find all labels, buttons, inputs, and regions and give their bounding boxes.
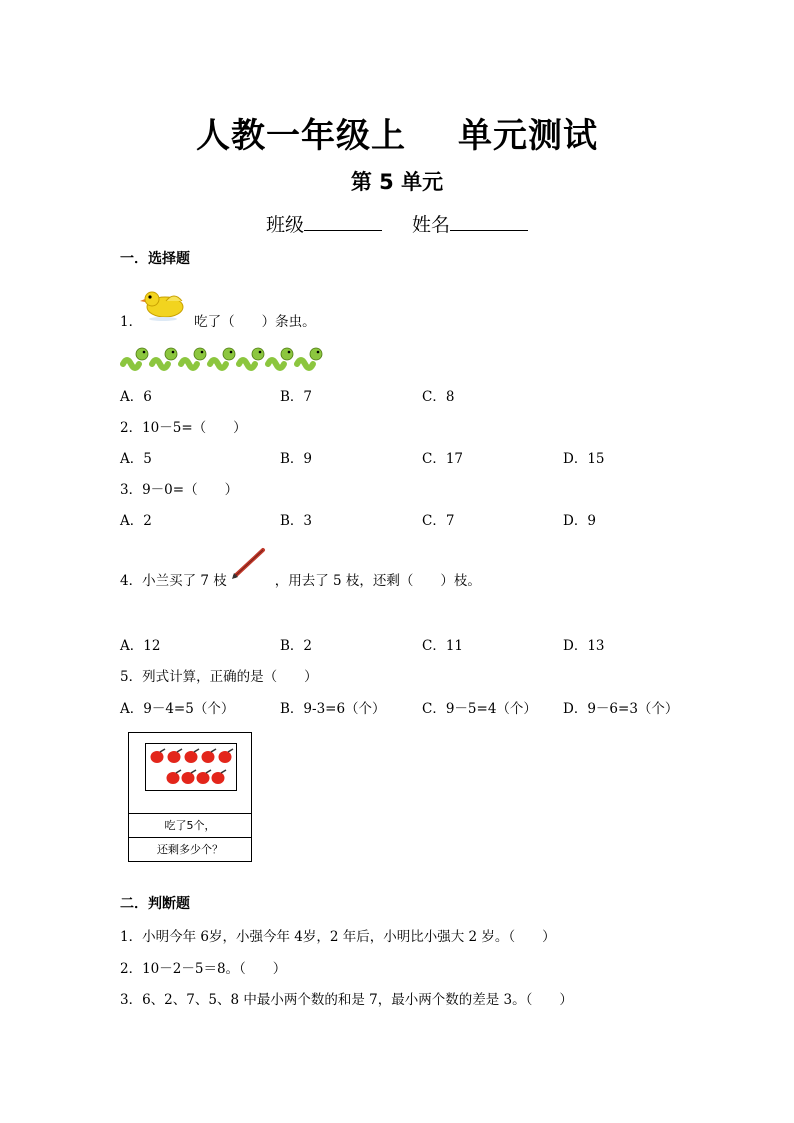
q2-option-c[interactable]: C．17: [422, 451, 464, 467]
title-right: 单元测试: [458, 116, 598, 156]
judge-item-3: 3．6、2、7、5、8 中最小两个数的和是 7，最小两个数的差是 3。（ ）: [120, 992, 573, 1008]
worm-icon: [297, 348, 322, 368]
judge-item-2: 2．10－2－5＝8。（ ）: [120, 961, 287, 977]
name-label: 姓名: [412, 214, 451, 236]
q5-option-d[interactable]: D．9－6=3（个）: [563, 701, 679, 717]
bird-icon: [140, 287, 186, 323]
question-5: 5．列式计算，正确的是（ ）: [120, 669, 318, 685]
q1-option-b[interactable]: B．7: [280, 389, 313, 405]
q3-option-d[interactable]: D．9: [563, 513, 596, 529]
q3-option-a[interactable]: A．2: [120, 513, 152, 529]
fruit-icon: [202, 749, 217, 763]
name-blank[interactable]: [450, 212, 528, 231]
q1-text: 吃了（ ）条虫。: [194, 314, 316, 330]
fruit-table: [128, 732, 252, 862]
question-2: 2．10－5=（ ）: [120, 420, 247, 436]
worm-icon: [268, 348, 293, 368]
q2-option-d[interactable]: D．15: [563, 451, 605, 467]
worm-row: [120, 342, 330, 372]
q1-number: 1．: [120, 314, 143, 330]
q5-option-b[interactable]: B．9-3=6（个）: [280, 701, 386, 717]
question-4: [120, 569, 481, 589]
fruit-picture: [145, 743, 237, 791]
unit-title: 第 5 单元: [350, 170, 444, 194]
q3-option-c[interactable]: C．7: [422, 513, 455, 529]
fruit-icon: [168, 749, 183, 763]
judge-item-1: 1．小明今年 6岁，小强今年 4岁，2 年后，小明比小强大 2 岁。（ ）: [120, 929, 556, 945]
fruit-icon: [182, 770, 197, 784]
q4-text-b: ，用去了 5 枝，还剩（ ）枝。: [274, 573, 481, 589]
fruit-icon: [219, 749, 234, 763]
q2-option-b[interactable]: B．9: [280, 451, 313, 467]
q5-option-a[interactable]: A．9－4=5（个）: [120, 701, 235, 717]
pencil-icon: [230, 545, 270, 581]
q1-option-a[interactable]: A．6: [120, 389, 152, 405]
section-heading-choice: 一．选择题: [120, 251, 190, 267]
class-label: 班级: [265, 214, 304, 236]
table-row: 吃了5个，: [129, 813, 251, 838]
worm-icon: [152, 348, 177, 368]
worm-icon: [239, 348, 264, 368]
fruit-icon: [212, 770, 227, 784]
page-title: [0, 108, 794, 157]
q4-option-a[interactable]: A．12: [120, 638, 161, 654]
fruit-icon: [185, 749, 200, 763]
q1-option-c[interactable]: C．8: [422, 389, 455, 405]
q4-option-b[interactable]: B．2: [280, 638, 313, 654]
table-row: 还剩多少个？: [129, 837, 251, 862]
class-blank[interactable]: [304, 212, 382, 231]
worm-icon: [181, 348, 206, 368]
fruit-icon: [197, 770, 212, 784]
fruit-icon: [151, 749, 166, 763]
title-left: 人教一年级上: [196, 116, 406, 156]
section-heading-judge: 二．判断题: [120, 896, 190, 912]
q3-option-b[interactable]: B．3: [280, 513, 313, 529]
fruit-icon: [167, 770, 182, 784]
q5-option-c[interactable]: C．9－5=4（个）: [422, 701, 537, 717]
q4-option-d[interactable]: D．13: [563, 638, 605, 654]
class-name-line: [0, 210, 794, 237]
worm-icon: [123, 348, 148, 368]
q2-option-a[interactable]: A．5: [120, 451, 152, 467]
worm-icon: [210, 348, 235, 368]
q4-option-c[interactable]: C．11: [422, 638, 464, 654]
q4-text-a: 4．小兰买了 7 枝: [120, 573, 227, 589]
question-3: 3．9－0=（ ）: [120, 482, 239, 498]
